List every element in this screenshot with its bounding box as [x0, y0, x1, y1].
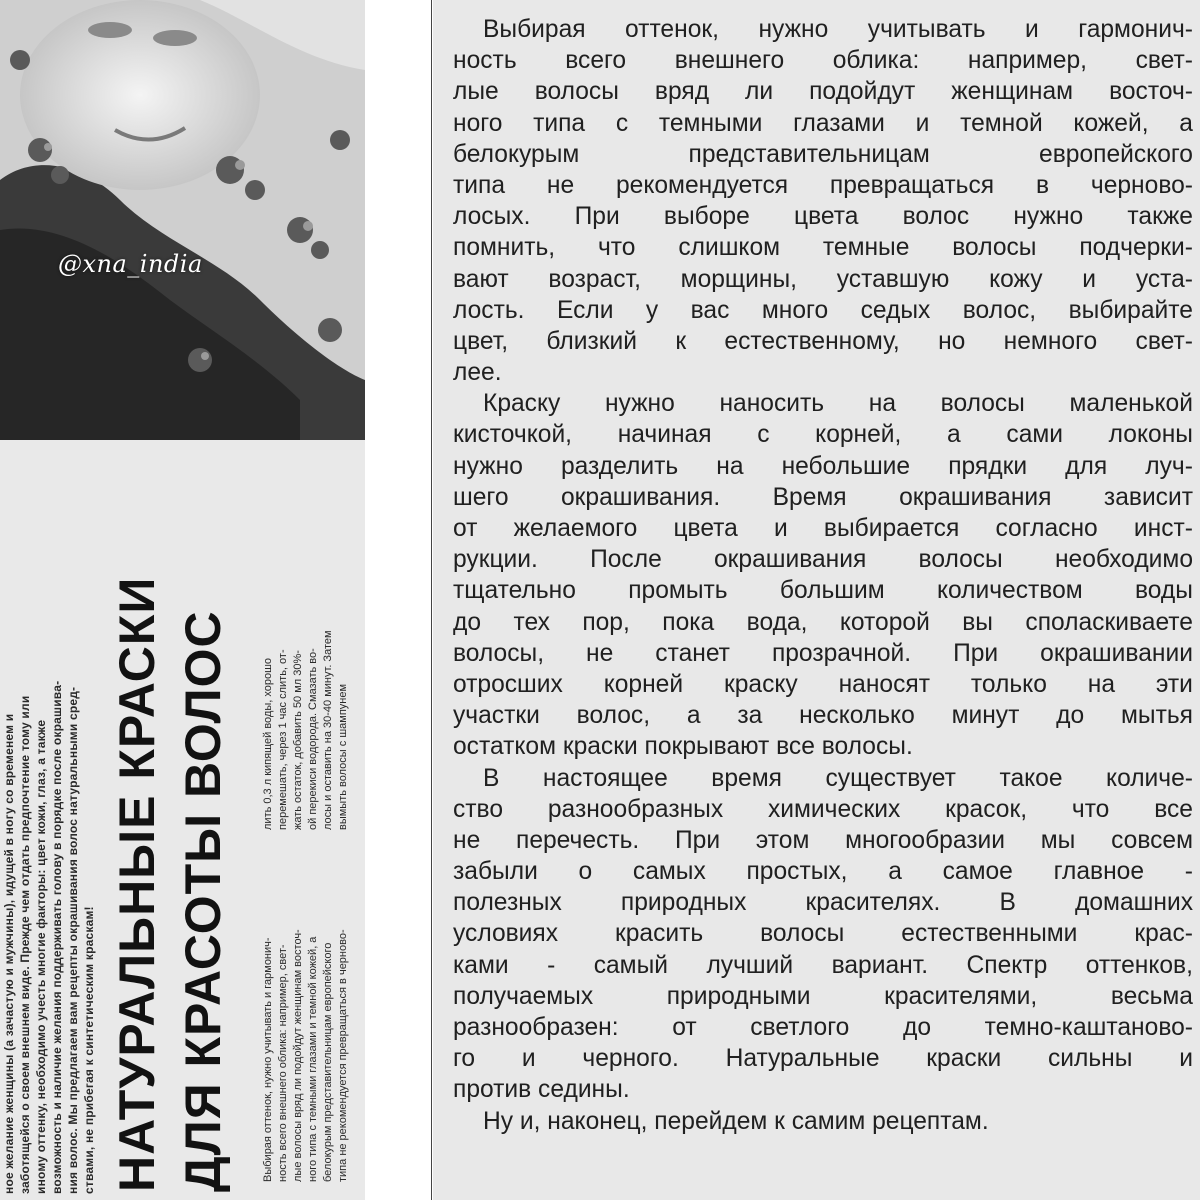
article-line: лость. Если у вас много седых волос, выбирайте	[453, 296, 1193, 324]
article-line: от желаемого цвета и выбирается согласно инст-	[453, 515, 1193, 542]
article-line: разнообразен: от светлого до темно-каштаново-	[453, 1014, 1193, 1041]
article-line: го и черного. Натуральные краски сильны и	[453, 1045, 1193, 1073]
article-line: условиях красить волосы естественными крас-	[453, 920, 1193, 948]
rotated-article-block	[0, 440, 365, 1200]
intro-line: ствами, не прибегая к синтетическим краскам!	[82, 906, 96, 1194]
column-line: вымыть волосы с шампунем	[337, 683, 349, 830]
article-line: Выбирая оттенок, нужно учитывать и гармонич-	[483, 16, 1193, 43]
intro-line: иному оттенку, необходимо учесть многие факторы: цвет кожи, глаз, а также	[34, 719, 48, 1194]
article-line: ность всего внешнего облика: например, свет-	[453, 47, 1193, 75]
article-line: отросших корней краску наносят только на эти	[453, 670, 1193, 698]
article-line: против седины.	[453, 1076, 630, 1104]
article-line: шего окрашивания. Время окрашивания зависит	[453, 483, 1193, 511]
article-text	[453, 14, 1193, 1137]
column-line: ой перекиси водорода. Смазать во-	[307, 648, 319, 830]
newspaper-clipping-strip	[0, 0, 365, 1200]
article-line: ками - самый лучший вариант. Спектр оттенков,	[453, 951, 1193, 979]
column-line: ного типа с темными глазами и темной кожей, а	[307, 936, 319, 1182]
woman-photo-illustration	[0, 0, 365, 440]
article-line: вают возраст, морщины, уставшую кожу и уста-	[453, 265, 1193, 293]
instagram-watermark: @xna_india	[58, 250, 203, 278]
article-line: до тех пор, пока вода, которой вы споласкиваете	[453, 608, 1193, 636]
column-line: белокурым представительницам европейского	[322, 942, 334, 1182]
article-line: полезных природных красителях. В домашних	[453, 889, 1193, 917]
article-line: лые волосы вряд ли подойдут женщинам восточ-	[453, 78, 1193, 106]
article-line: участки волос, а за несколько минут до мытья	[453, 702, 1193, 730]
article-line: белокурым представительницам европейского	[453, 140, 1193, 168]
intro-line: возможность и наличие желания поддерживать голову в порядке после окрашива-	[50, 680, 64, 1194]
column-line: жать остаток, добавить 50 мл 30%-	[292, 650, 304, 830]
column-line: лить 0,3 л кипящей воды, хорошо	[262, 657, 274, 830]
article-line: типа не рекомендуется превращаться в черново-	[453, 171, 1193, 199]
page-divider	[431, 0, 432, 1200]
article-column	[433, 0, 1200, 1200]
article-line: не перечесть. При этом многообразии мы совсем	[453, 826, 1193, 854]
column-line: типа не рекомендуется превращаться в черново-	[337, 929, 349, 1182]
article-line: кисточкой, начиная с корней, а сами локоны	[453, 421, 1193, 449]
intro-line: ния волос. Мы предлагаем вам рецепты окрашивания волос натуральными сред-	[66, 686, 80, 1194]
article-line: остатком краски покрывают все волосы.	[453, 733, 913, 761]
woman-photo	[0, 0, 365, 440]
article-line: нужно разделить на небольшие прядки для луч-	[453, 452, 1193, 480]
intro-line: заботящейся о своем внешнем виде. Прежде чем отдать предпочтение тому или	[18, 695, 32, 1194]
intro-line: ное желание женщины (а зачастую и мужчины), идущей в ногу со временем и	[2, 713, 16, 1194]
article-line: цвет, близкий к естественному, но немного свет-	[453, 327, 1193, 355]
article-line: волосы, не станет прозрачной. При окрашивании	[453, 639, 1193, 667]
column-line: лые волосы вряд ли подойдут женщинам восточ-	[292, 929, 304, 1182]
article-line: получаемых природными красителями, весьма	[453, 982, 1193, 1010]
article-line: забыли о самых простых, а самое главное -	[453, 858, 1193, 886]
article-line: Краску нужно наносить на волосы маленькой	[483, 390, 1193, 418]
headline-line-1: НАТУРАЛЬНЫЕ КРАСКИ	[109, 576, 165, 1192]
column-line: ность всего внешнего облика: например, свет-	[277, 944, 289, 1182]
article-line: помнить, что слишком темные волосы подчерки-	[453, 234, 1193, 262]
article-line: ство разнообразных химических красок, что все	[453, 795, 1193, 823]
headline-line-2: ДЛЯ КРАСОТЫ ВОЛОС	[175, 610, 231, 1192]
article-line: лосых. При выборе цвета волос нужно также	[453, 203, 1193, 231]
article-line: тщательно промыть большим количеством воды	[453, 577, 1193, 605]
article-line: ного типа с темными глазами и темной кожей, а	[453, 109, 1193, 137]
column-line: перемешать, через 1 час слить, от-	[277, 649, 289, 830]
article-line: рукции. После окрашивания волосы необходимо	[453, 546, 1193, 574]
column-line: Выбирая оттенок, нужно учитывать и гармонич-	[262, 937, 274, 1182]
column-line: лосы и оставить на 30-40 минут. Затем	[322, 630, 334, 830]
article-line: Ну и, наконец, перейдем к самим рецептам.	[483, 1107, 989, 1135]
article-line: В настоящее время существует такое количе-	[483, 764, 1193, 792]
article-line: лее.	[453, 359, 502, 387]
